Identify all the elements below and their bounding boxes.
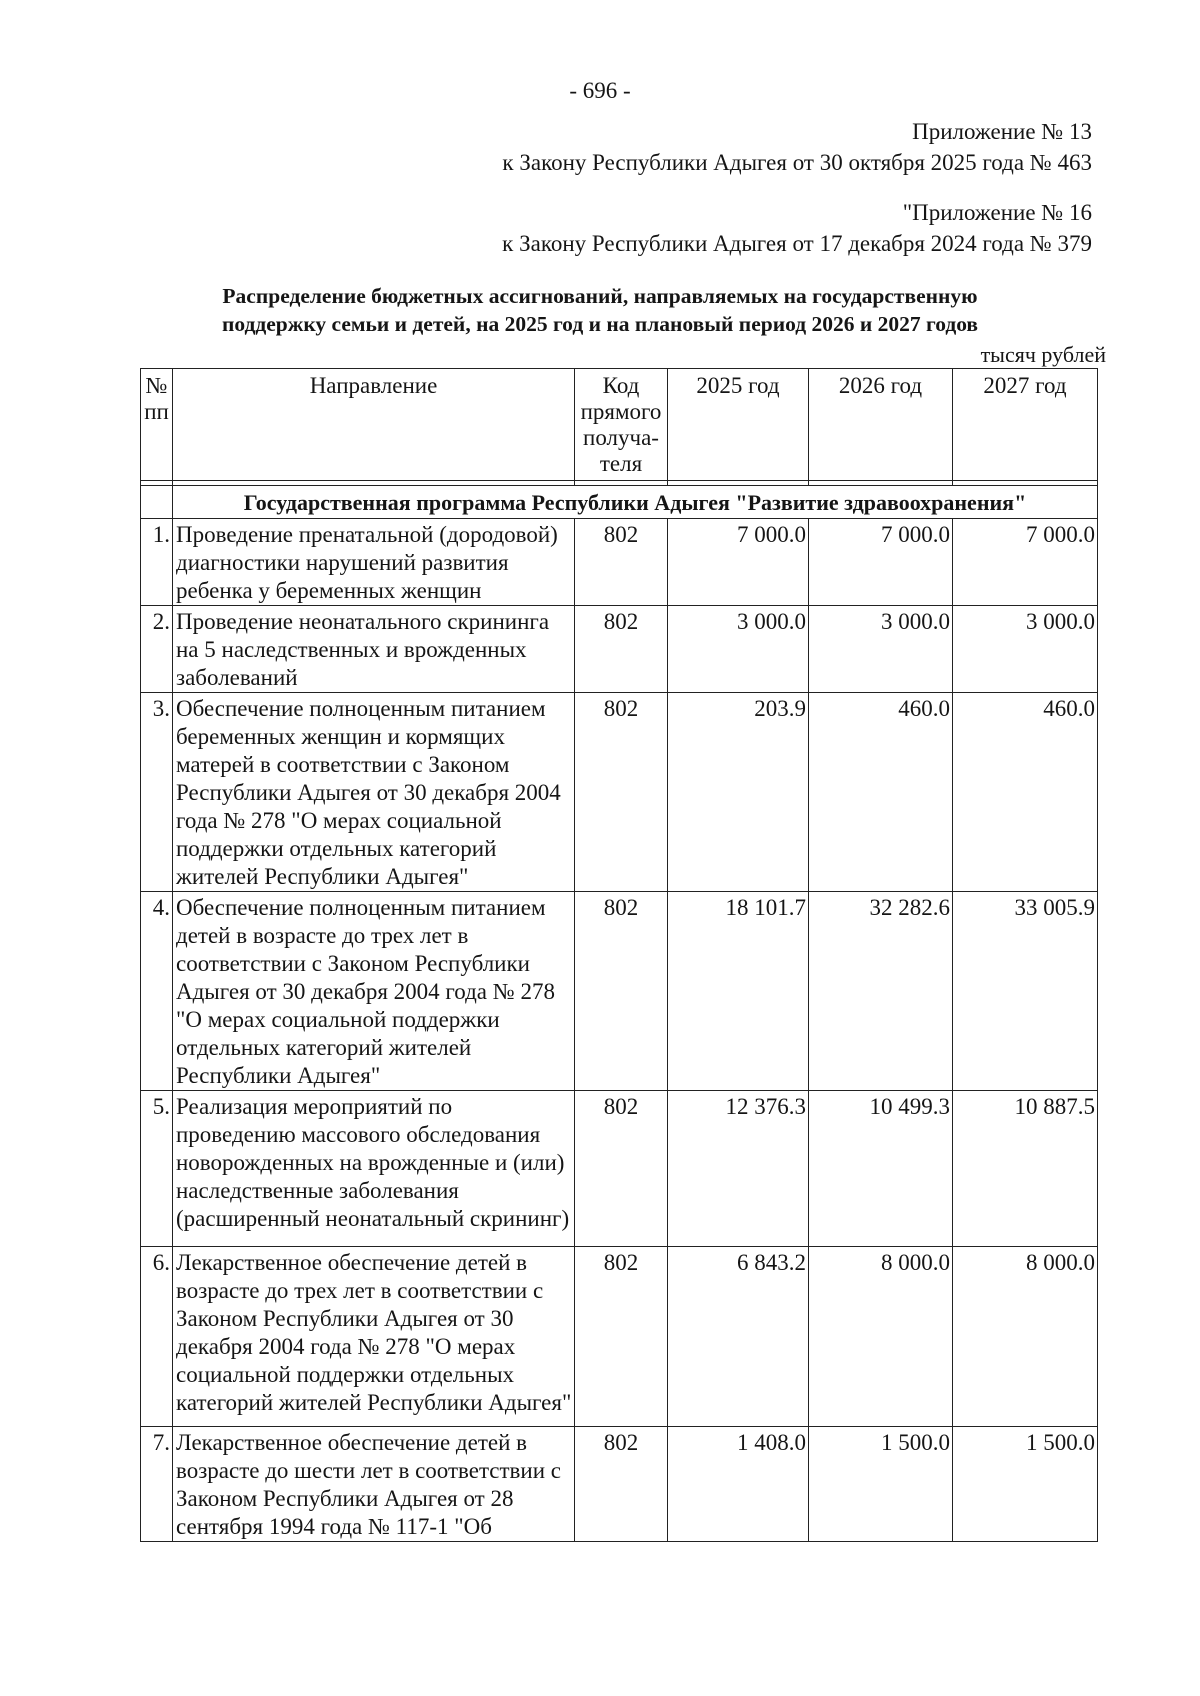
program-title: Государственная программа Республики Адыгея "Развитие здравоохранения" <box>173 486 1098 519</box>
row-number: 2. <box>141 606 173 693</box>
row-code: 802 <box>575 519 668 606</box>
row-code: 802 <box>575 892 668 1091</box>
row-value-2027: 1 500.0 <box>953 1427 1098 1542</box>
row-value-2027: 460.0 <box>953 693 1098 892</box>
program-row <box>141 486 1098 519</box>
row-direction: Проведение неонатального скрининга на 5 наследственных и врожденных заболеваний <box>173 606 575 693</box>
units-label: тысяч рублей <box>980 342 1106 367</box>
document-title <box>0 282 1200 338</box>
row-value-2026: 460.0 <box>809 693 953 892</box>
row-value-2026: 3 000.0 <box>809 606 953 693</box>
row-value-2025: 6 843.2 <box>668 1247 809 1427</box>
table-row <box>141 1091 1098 1247</box>
row-direction: Обеспечение полноценным питанием детей в возрасте до трех лет в соответствии с Законом Республики Адыгея от 30 декабря 2004 года № 278 "О мерах социальной поддержки отдельных категорий жителей Республики Адыгея" <box>173 892 575 1091</box>
row-value-2027: 3 000.0 <box>953 606 1098 693</box>
row-value-2025: 1 408.0 <box>668 1427 809 1542</box>
header-direction: Направление <box>173 369 575 481</box>
table-row <box>141 693 1098 892</box>
page-number: - 696 - <box>569 78 631 103</box>
row-direction: Лекарственное обеспечение детей в возрасте до шести лет в соответствии с Законом Республики Адыгея от 28 сентября 1994 года № 117-1 "Об <box>173 1427 575 1542</box>
header-2027: 2027 год <box>953 369 1098 481</box>
row-code: 802 <box>575 606 668 693</box>
row-number: 4. <box>141 892 173 1091</box>
row-number: 6. <box>141 1247 173 1427</box>
row-value-2027: 33 005.9 <box>953 892 1098 1091</box>
row-direction: Обеспечение полноценным питанием беременных женщин и кормящих матерей в соответствии с Законом Республики Адыгея от 30 декабря 2004 года № 278 "О мерах социальной поддержки отдельных категорий жителей Республики Адыгея" <box>173 693 575 892</box>
table-row <box>141 519 1098 606</box>
row-code: 802 <box>575 1091 668 1247</box>
row-code: 802 <box>575 1247 668 1427</box>
row-value-2025: 3 000.0 <box>668 606 809 693</box>
row-number: 3. <box>141 693 173 892</box>
budget-table <box>140 368 1098 1542</box>
header-num: № пп <box>141 369 173 481</box>
row-value-2026: 8 000.0 <box>809 1247 953 1427</box>
row-direction: Реализация мероприятий по проведению массового обследования новорожденных на врожденные и (или) наследственные заболевания (расширенный неонатальный скрининг) <box>173 1091 575 1247</box>
document-title-line-2: поддержку семьи и детей, на 2025 год и на плановый период 2026 и 2027 годов <box>221 312 979 336</box>
header-2026: 2026 год <box>809 369 953 481</box>
row-value-2026: 7 000.0 <box>809 519 953 606</box>
row-value-2027: 7 000.0 <box>953 519 1098 606</box>
row-code: 802 <box>575 1427 668 1542</box>
table-row <box>141 1247 1098 1427</box>
row-number: 1. <box>141 519 173 606</box>
row-value-2025: 18 101.7 <box>668 892 809 1091</box>
annex-amended-number: "Приложение № 16 <box>902 200 1092 225</box>
table-rows <box>141 519 1098 1542</box>
row-value-2026: 32 282.6 <box>809 892 953 1091</box>
table-row <box>141 892 1098 1091</box>
table-row <box>141 606 1098 693</box>
annex-current <box>502 116 1092 178</box>
row-number: 5. <box>141 1091 173 1247</box>
row-number: 7. <box>141 1427 173 1542</box>
row-value-2026: 10 499.3 <box>809 1091 953 1247</box>
row-value-2027: 10 887.5 <box>953 1091 1098 1247</box>
document-title-line-1: Распределение бюджетных ассигнований, направляемых на государственную <box>222 284 978 308</box>
row-value-2027: 8 000.0 <box>953 1247 1098 1427</box>
annex-current-law: к Закону Республики Адыгея от 30 октября 2025 года № 463 <box>502 150 1092 175</box>
row-value-2025: 12 376.3 <box>668 1091 809 1247</box>
header-2025: 2025 год <box>668 369 809 481</box>
row-direction: Проведение пренатальной (дородовой) диагностики нарушений развития ребенка у беременных женщин <box>173 519 575 606</box>
row-code: 802 <box>575 693 668 892</box>
row-value-2026: 1 500.0 <box>809 1427 953 1542</box>
row-value-2025: 7 000.0 <box>668 519 809 606</box>
annex-current-number: Приложение № 13 <box>912 119 1092 144</box>
annex-amended-law: к Закону Республики Адыгея от 17 декабря 2024 года № 379 <box>502 231 1092 256</box>
header-code: Код прямого получа-теля <box>575 369 668 481</box>
row-value-2025: 203.9 <box>668 693 809 892</box>
annex-amended <box>502 197 1092 259</box>
table-row <box>141 1427 1098 1542</box>
row-direction: Лекарственное обеспечение детей в возрасте до трех лет в соответствии с Законом Республики Адыгея от 30 декабря 2004 года № 278 "О мерах социальной поддержки отдельных категорий жителей Республики Адыгея" <box>173 1247 575 1427</box>
table-header-row <box>141 369 1098 481</box>
